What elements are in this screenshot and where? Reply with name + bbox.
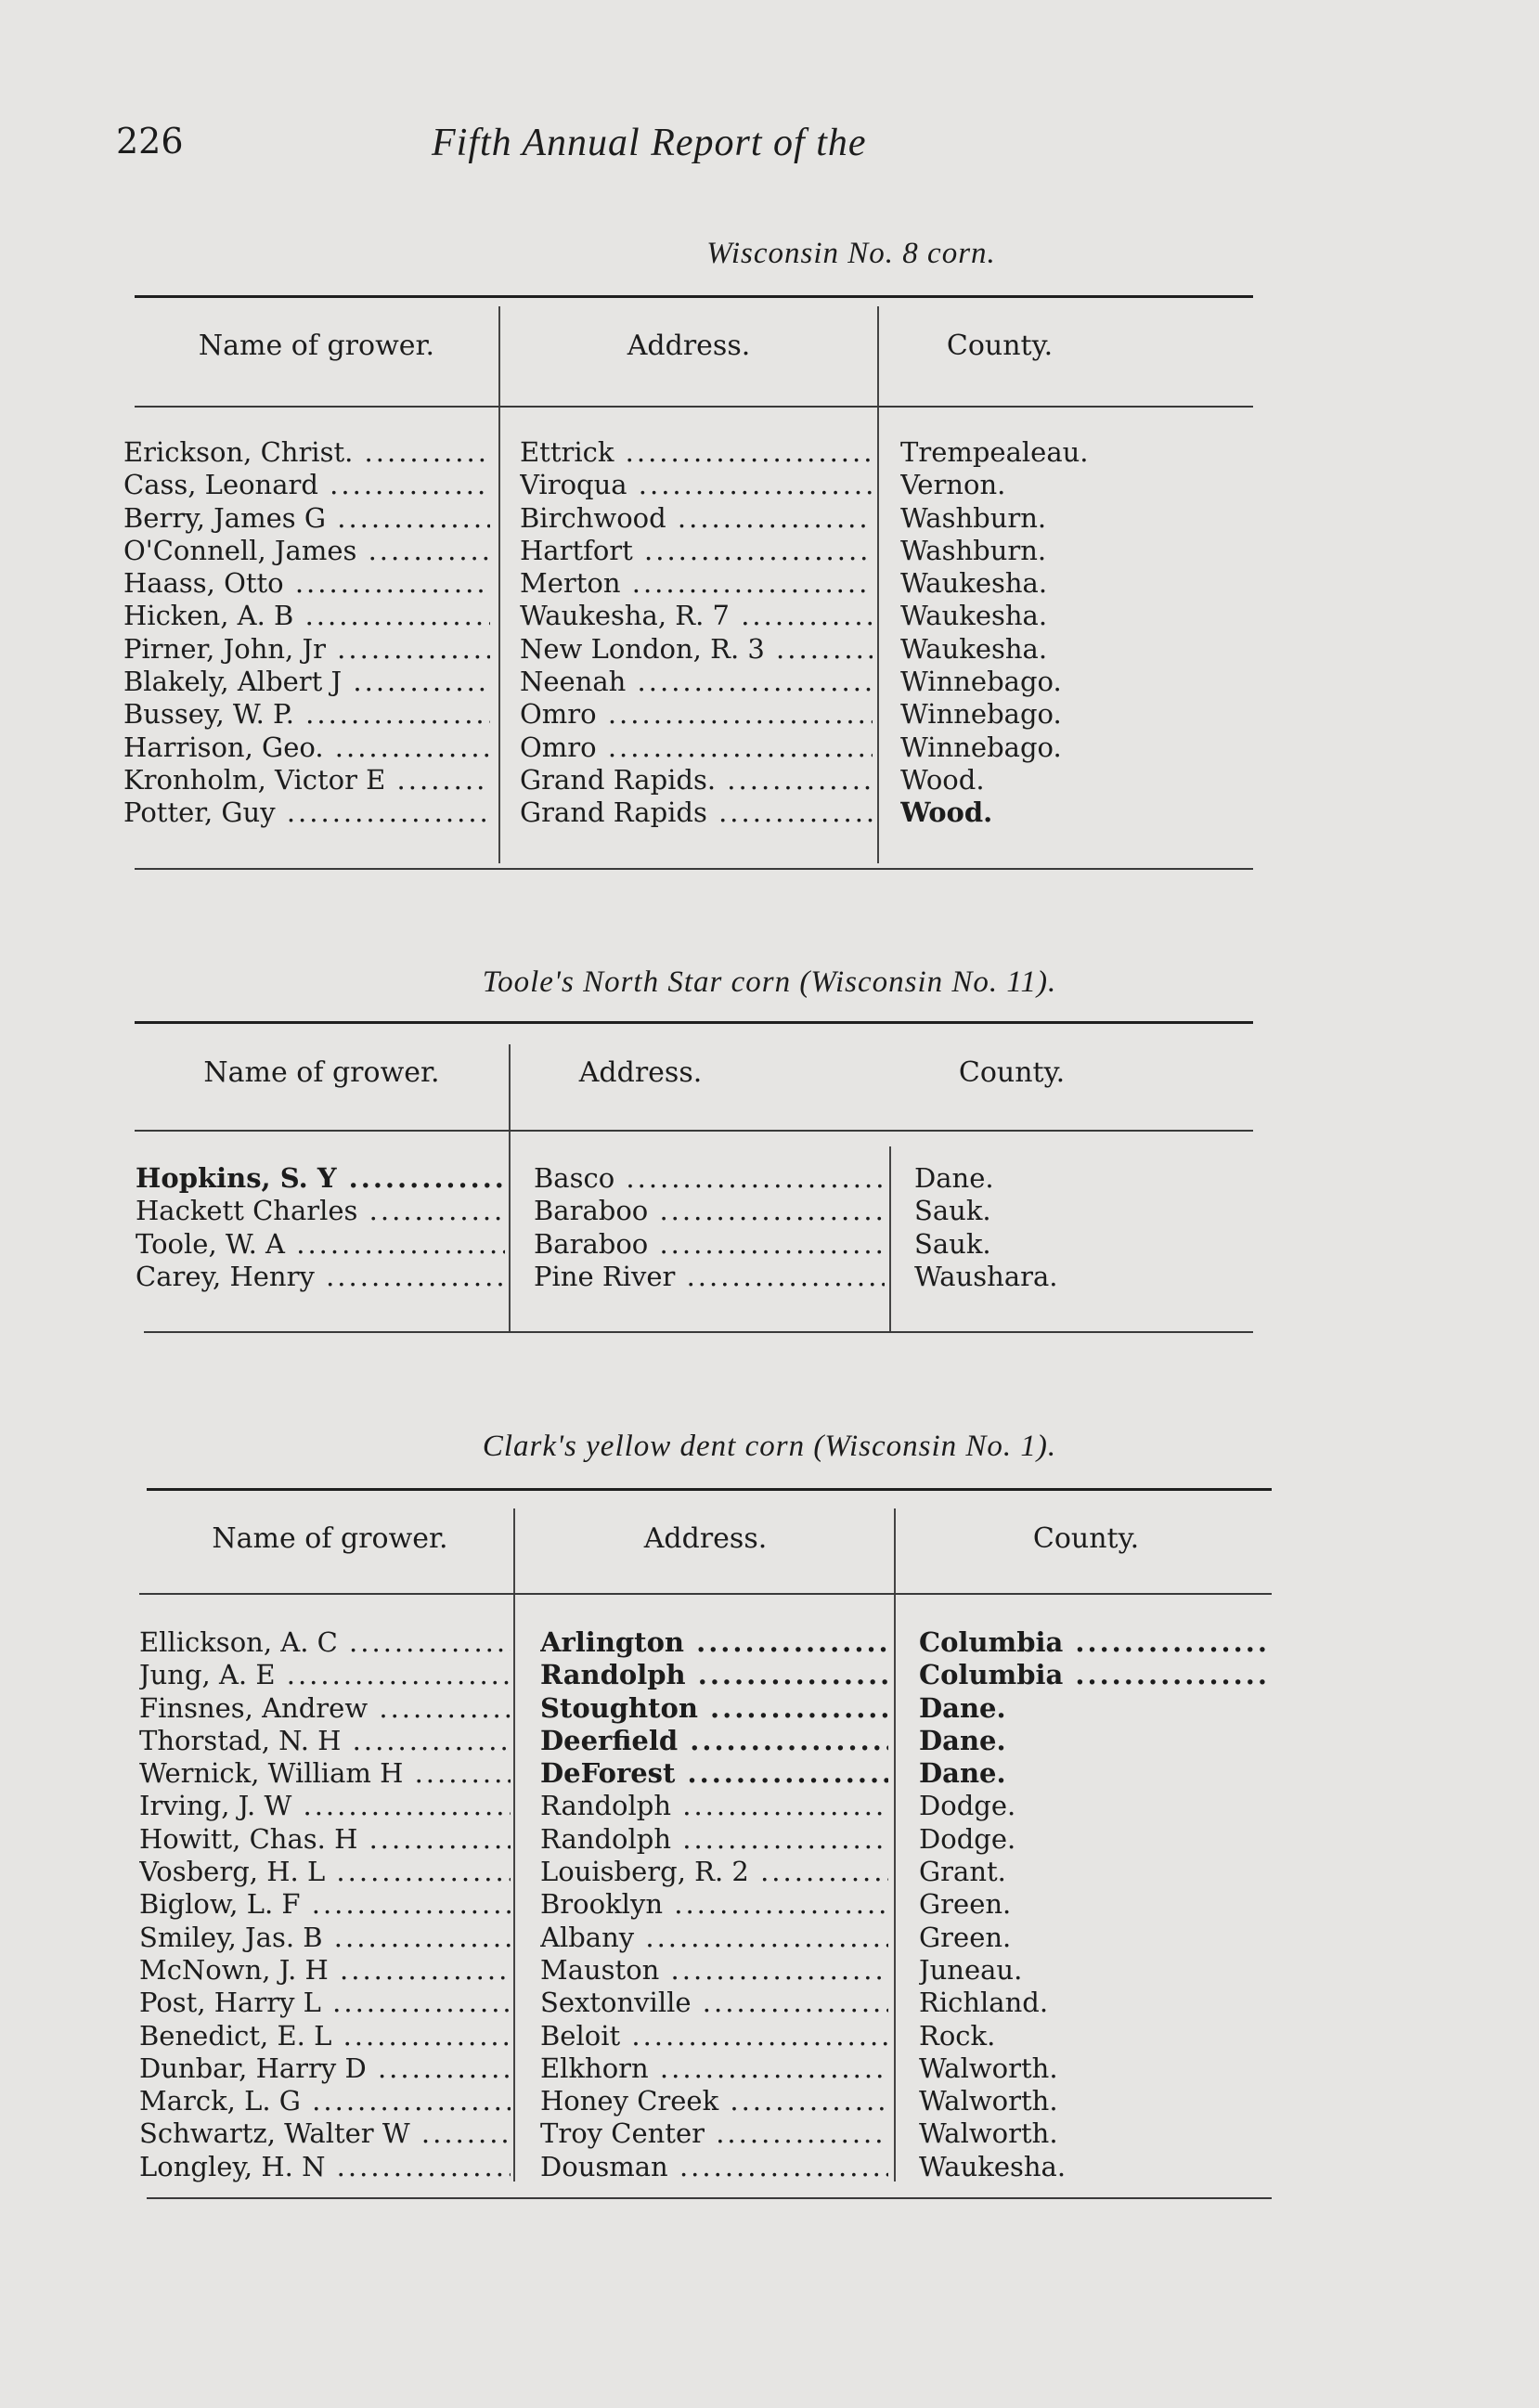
address: Viroqua ..... — [520, 469, 873, 500]
address: Sextonville ..... — [540, 1987, 888, 2018]
table-row — [0, 2085, 1539, 2117]
address: Basco ..... — [534, 1162, 885, 1194]
county: Dane. — [919, 1691, 1006, 1724]
county: Richland. — [919, 1987, 1049, 2019]
table-row — [0, 567, 1539, 600]
header-rule — [139, 1593, 1272, 1595]
table-row — [0, 1856, 1539, 1888]
address: Troy Center ..... — [540, 2117, 888, 2149]
grower-name: Cass, Leonard ..... — [123, 469, 490, 500]
county: Columbia ..... — [919, 1626, 1272, 1658]
table-row — [0, 1888, 1539, 1921]
grower-name: Potter, Guy ..... — [123, 796, 490, 828]
table-row — [0, 633, 1539, 666]
address: Baraboo ..... — [534, 1195, 885, 1226]
grower-name: Bussey, W. P. ..... — [123, 698, 490, 730]
county: Columbia ..... — [919, 1659, 1272, 1690]
grower-name: Ellickson, A. C ..... — [139, 1626, 511, 1658]
header-county: County. — [1032, 1522, 1140, 1555]
county: Sauk. — [914, 1195, 991, 1227]
grower-name: Jung, A. E ..... — [139, 1659, 511, 1690]
grower-name: Erickson, Christ. ..... — [123, 436, 490, 468]
table-row — [0, 666, 1539, 698]
table-bottom-rule — [135, 868, 1253, 870]
address: Hartfort ..... — [520, 535, 873, 566]
grower-name: Wernick, William H ..... — [139, 1757, 511, 1789]
grower-name: O'Connell, James ..... — [123, 535, 490, 566]
table-caption: Toole's North Star corn (Wisconsin No. 11). — [482, 965, 1057, 999]
address: Mauston ..... — [540, 1954, 888, 1986]
address: Grand Rapids. ..... — [520, 764, 873, 796]
table-top-rule — [147, 1488, 1272, 1491]
table-row — [0, 1162, 1539, 1195]
grower-name: Hicken, A. B ..... — [123, 600, 490, 631]
county: Walworth. — [919, 2052, 1058, 2084]
address: Albany ..... — [540, 1922, 888, 1953]
grower-name: Harrison, Geo. ..... — [123, 731, 490, 763]
table-top-rule — [135, 295, 1253, 298]
address: Pine River ..... — [534, 1261, 885, 1292]
county: Waukesha. — [900, 632, 1048, 665]
running-title: Fifth Annual Report of the — [432, 122, 867, 164]
table-row — [0, 1757, 1539, 1790]
county: Juneau. — [919, 1953, 1023, 1986]
county: Dodge. — [919, 1822, 1016, 1855]
address: Neenah ..... — [520, 666, 873, 697]
address: Dousman ..... — [540, 2151, 888, 2182]
county: Waukesha. — [919, 2150, 1067, 2182]
grower-name: Pirner, John, Jr ..... — [123, 633, 490, 665]
header-address: Address. — [627, 330, 751, 362]
address: Louisberg, R. 2 ..... — [540, 1856, 888, 1887]
address: Waukesha, R. 7 ..... — [520, 600, 873, 631]
table-row — [0, 2117, 1539, 2150]
grower-name: Benedict, E. L ..... — [139, 2020, 511, 2052]
address: Stoughton ..... — [540, 1692, 888, 1724]
county: Washburn. — [900, 534, 1047, 566]
grower-name: Berry, James G ..... — [123, 502, 490, 534]
county: Dodge. — [919, 1790, 1016, 1822]
address: Baraboo ..... — [534, 1228, 885, 1260]
address: Randolph ..... — [540, 1790, 888, 1821]
table-row — [0, 1823, 1539, 1856]
county: Washburn. — [900, 501, 1047, 534]
grower-name: Dunbar, Harry D ..... — [139, 2052, 511, 2084]
county: Dane. — [919, 1724, 1006, 1756]
address: Omro ..... — [520, 698, 873, 730]
table-bottom-rule — [144, 1331, 1253, 1333]
address: Grand Rapids ..... — [520, 796, 873, 828]
table-row — [0, 1790, 1539, 1822]
table-caption: Wisconsin No. 8 corn. — [706, 237, 996, 270]
page-number: 226 — [116, 121, 184, 162]
county: Winnebago. — [900, 698, 1062, 731]
header-address: Address. — [578, 1056, 703, 1089]
table-row — [0, 764, 1539, 796]
address: Beloit ..... — [540, 2020, 888, 2052]
county: Waushara. — [914, 1260, 1058, 1292]
table-row — [0, 1261, 1539, 1293]
county: Vernon. — [900, 469, 1006, 501]
grower-name: Post, Harry L ..... — [139, 1987, 511, 2018]
grower-name: Longley, H. N ..... — [139, 2151, 511, 2182]
grower-name: Marck, L. G ..... — [139, 2085, 511, 2117]
header-rule — [135, 1130, 1253, 1132]
table-row — [0, 1659, 1539, 1691]
county: Green. — [919, 1888, 1012, 1921]
table-row — [0, 1626, 1539, 1659]
table-row — [0, 2020, 1539, 2052]
header-rule — [135, 406, 1253, 408]
table-row — [0, 1987, 1539, 2019]
address: Brooklyn ..... — [540, 1888, 888, 1920]
county: Grant. — [919, 1856, 1006, 1888]
table-row — [0, 731, 1539, 764]
table-row — [0, 1195, 1539, 1227]
county: Winnebago. — [900, 731, 1062, 763]
header-name: Name of grower. — [212, 1522, 448, 1555]
header-address: Address. — [643, 1522, 768, 1555]
grower-name: McNown, J. H ..... — [139, 1954, 511, 1986]
grower-name: Haass, Otto ..... — [123, 567, 490, 599]
table-row — [0, 2151, 1539, 2183]
county: Winnebago. — [900, 666, 1062, 698]
table-row — [0, 469, 1539, 501]
county: Waukesha. — [900, 567, 1048, 600]
table-row — [0, 1922, 1539, 1954]
grower-name: Howitt, Chas. H ..... — [139, 1823, 511, 1855]
county: Trempealeau. — [900, 436, 1089, 468]
address: New London, R. 3 ..... — [520, 633, 873, 665]
header-county: County. — [946, 330, 1054, 362]
table-row — [0, 1954, 1539, 1987]
table-bottom-rule — [147, 2197, 1272, 2199]
grower-name: Carey, Henry ..... — [136, 1261, 505, 1292]
address: Omro ..... — [520, 731, 873, 763]
table-body — [0, 1626, 1539, 2183]
table-row — [0, 1725, 1539, 1757]
table-body — [0, 1162, 1539, 1293]
address: Elkhorn ..... — [540, 2052, 888, 2084]
address: Honey Creek ..... — [540, 2085, 888, 2117]
table-row — [0, 1692, 1539, 1725]
table-top-rule — [135, 1021, 1253, 1024]
county: Walworth. — [919, 2117, 1058, 2150]
table-row — [0, 502, 1539, 535]
address: Birchwood ..... — [520, 502, 873, 534]
table-row — [0, 796, 1539, 829]
page-header — [116, 121, 1323, 176]
address: Randolph ..... — [540, 1823, 888, 1855]
county: Dane. — [919, 1757, 1006, 1790]
county: Dane. — [914, 1162, 994, 1194]
table-row — [0, 436, 1539, 469]
address: Merton ..... — [520, 567, 873, 599]
county: Sauk. — [914, 1227, 991, 1260]
header-name: Name of grower. — [203, 1056, 440, 1089]
table-row — [0, 698, 1539, 731]
county: Wood. — [900, 796, 993, 829]
county: Green. — [919, 1921, 1012, 1953]
header-name: Name of grower. — [198, 330, 435, 362]
table-row — [0, 2052, 1539, 2085]
grower-name: Schwartz, Walter W ..... — [139, 2117, 511, 2149]
county: Waukesha. — [900, 600, 1048, 632]
county: Rock. — [919, 2019, 996, 2052]
table-caption: Clark's yellow dent corn (Wisconsin No. 1). — [482, 1430, 1057, 1463]
grower-name: Vosberg, H. L ..... — [139, 1856, 511, 1887]
grower-name: Toole, W. A ..... — [136, 1228, 505, 1260]
table-row — [0, 600, 1539, 632]
grower-name: Hopkins, S. Y ..... — [136, 1162, 505, 1194]
county: Wood. — [900, 763, 985, 796]
grower-name: Hackett Charles ..... — [136, 1195, 505, 1226]
table-row — [0, 1228, 1539, 1261]
grower-name: Smiley, Jas. B ..... — [139, 1922, 511, 1953]
address: Arlington ..... — [540, 1626, 888, 1658]
header-county: County. — [958, 1056, 1066, 1089]
address: Ettrick ..... — [520, 436, 873, 468]
address: Randolph ..... — [540, 1659, 888, 1690]
grower-name: Biglow, L. F ..... — [139, 1888, 511, 1920]
grower-name: Finsnes, Andrew ..... — [139, 1692, 511, 1724]
address: Deerfield ..... — [540, 1725, 888, 1756]
grower-name: Kronholm, Victor E ..... — [123, 764, 490, 796]
address: DeForest ..... — [540, 1757, 888, 1789]
grower-name: Blakely, Albert J ..... — [123, 666, 490, 697]
grower-name: Irving, J. W ..... — [139, 1790, 511, 1821]
table-row — [0, 535, 1539, 567]
grower-name: Thorstad, N. H ..... — [139, 1725, 511, 1756]
table-body — [0, 436, 1539, 830]
county: Walworth. — [919, 2085, 1058, 2117]
